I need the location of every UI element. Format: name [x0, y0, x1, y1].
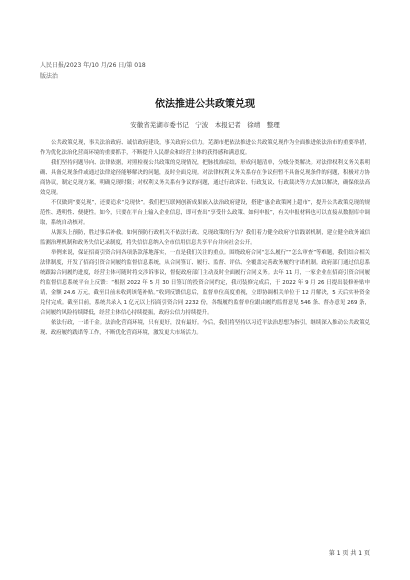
paragraph-4: 从源头上预防，胜过事后补救。如何预防行政机关不依法行政、兑现政策的行为？我们着力健全政府守信践诺机制，建立健全政务诚信监测治理机制和政务失信记录制度，将失信信息纳入全市信用信息共享平台并向社会公开。 — [40, 230, 370, 246]
article-byline: 安徽省芜湖市委书记 宁波 本报记者 徐靖 整理 — [130, 121, 280, 129]
paragraph-3: 不仅做到“要兑现”，还要追求“兑现快”。我们把互联网创新成果嵌入法治政府建设，搭建“惠企政策网上超市”，提升公共政策兑现的规范性、透明性、便捷性。如今，只要在平台上输入企业信息，即可查出“享受什么政策、如何申报”，有关申报材料也可以直接从数据库中调取，系统自动核对。 — [40, 200, 370, 226]
column-label: 版法治 — [40, 73, 59, 80]
page-indicator: 第 1 页 共 1 页 — [328, 550, 370, 557]
paragraph-5: 举例来说，保证招商引资合同各项条款落地落实，一直是我们关注的重点。围绕政府合同“怎么履行”“怎么审查”等难题，我们结合相关法律制度，开发了招商引资合同履约监督信息系统，从合同签订、履行、监督、评估、全覆盖完善政务履约守诺机制。政府部门通过信息系统跟踪合同履约进度，经营主体可随时将交涉诉事议，督促政府部门主动及时全面履行合同义务。去年 11 月，一家企业在招商引资合同履约监督信息系统平台上反馈：“根据 2022 年 5 月 30 日签订的投资合同约定，我司装修完成后，于 2022 年 9 月 26 日提出装修补贴申请，金额 24.6 万元，截至目前未收到该笔补贴。”收到反馈信息后，监督单位高度重视，立即协调相关单位于 12 月解决，5 天后实补资金兑付完成。截至目前，系统共录入 1 亿元以上招商引资合同 2232 份，各级履约监督单位跟由履约监督意见 546 条、督办意见 269 条，合同履约风险持续降低，经营主体信心持续提振，政府公信力持续提升。 — [40, 250, 370, 316]
paragraph-2: 我们坚持问题导向、法律依据，对照检视公共政策的兑现情况，把脉找准症结，形成问题清单，分级分类解决。对法律权利义务关系明确、具备兑现条件或通过法律途径能够解决的问题，及时全面兑现。对法律权利义务关系存在争议但暂不具备兑现条件的问题，积极对方协商协议，制定兑现方案，明确兑现时限；对权利义务关系有争议的问题，通过行政诉讼、行政复议、行政裁决等方式加以解决，确保依法高效兑现。 — [40, 160, 370, 196]
paragraph-1: 公共政策兑现，事关法治政府、诚信政府建设，事关政府公信力。芜湖市把依法推进公共政策兑现作为全面推进依法治市的重要举措，作为优化法治化营商环境的重要抓手，不断提升人民群众和经营主体的获得感和满意度。 — [40, 140, 370, 156]
source-line: 人民日报/2023 年/10 月/26 日/第 018 — [40, 62, 146, 69]
paragraph-6: 依法行政，一诺千金。法治化营商环境，只有更好，没有最好。今后，我们将坚持以习近平法治思想为指引，继续深入推动公共政策兑现、政府履约践诺等工作，不断优化营商环境，激发更大市场活力。 — [40, 320, 370, 336]
article-title: 依法推进公共政策兑现 — [155, 99, 255, 110]
article-meta — [40, 60, 146, 82]
article-body — [40, 138, 370, 338]
